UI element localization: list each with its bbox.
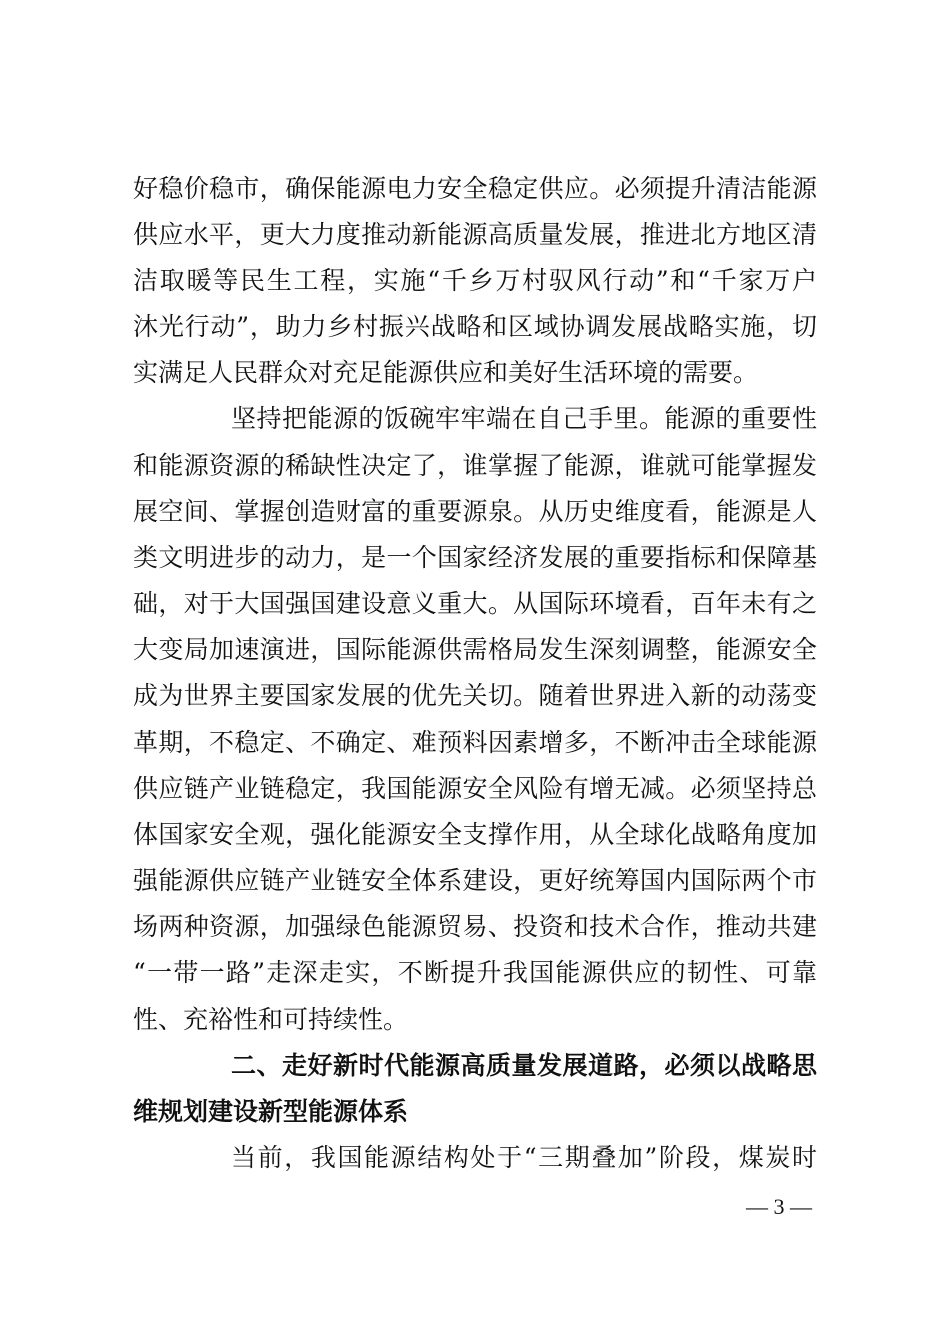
body-text-line: 场两种资源，加强绿色能源贸易、投资和技术合作，推动共建 bbox=[133, 912, 817, 941]
body-text-line: 革期，不稳定、不确定、难预料因素增多，不断冲击全球能源 bbox=[133, 728, 817, 757]
body-text-line: 好稳价稳市，确保能源电力安全稳定供应。必须提升清洁能源 bbox=[133, 174, 817, 203]
body-text-line: 强能源供应链产业链安全体系建设，更好统筹国内国际两个市 bbox=[133, 866, 817, 895]
body-text-line: 展空间、掌握创造财富的重要源泉。从历史维度看，能源是人 bbox=[133, 497, 817, 526]
body-text-line: 和能源资源的稀缺性决定了，谁掌握了能源，谁就可能掌握发 bbox=[133, 451, 817, 480]
body-text-line: 大变局加速演进，国际能源供需格局发生深刻调整，能源安全 bbox=[133, 635, 817, 664]
section-heading: 二、走好新时代能源高质量发展道路，必须以战略思 bbox=[231, 1051, 817, 1080]
body-text-line: 洁取暖等民生工程，实施“千乡万村驭风行动”和“千家万户 bbox=[133, 266, 817, 295]
paragraph-first-line: 当前，我国能源结构处于“三期叠加”阶段，煤炭时 bbox=[231, 1143, 817, 1172]
body-text-line: 供应链产业链稳定，我国能源安全风险有增无减。必须坚持总 bbox=[133, 774, 817, 803]
page-number: — 3 — bbox=[746, 1194, 812, 1219]
section-heading-continued: 维规划建设新型能源体系 bbox=[133, 1097, 409, 1126]
body-text-line: 础，对于大国强国建设意义重大。从国际环境看，百年未有之 bbox=[133, 589, 817, 618]
body-text-line: 沐光行动”，助力乡村振兴战略和区域协调发展战略实施，切 bbox=[133, 312, 817, 341]
body-text-line: 性、充裕性和可持续性。 bbox=[133, 1005, 409, 1034]
body-text-line: 体国家安全观，强化能源安全支撑作用，从全球化战略角度加 bbox=[133, 820, 817, 849]
body-text-line: 供应水平，更大力度推动新能源高质量发展，推进北方地区清 bbox=[133, 220, 817, 249]
body-text-line: “一带一路”走深走实，不断提升我国能源供应的韧性、可靠 bbox=[133, 958, 817, 987]
body-text-line: 成为世界主要国家发展的优先关切。随着世界进入新的动荡变 bbox=[133, 681, 817, 710]
body-text-line: 实满足人民群众对充足能源供应和美好生活环境的需要。 bbox=[133, 358, 759, 387]
body-text-line: 类文明进步的动力，是一个国家经济发展的重要指标和保障基 bbox=[133, 543, 817, 572]
paragraph-first-line: 坚持把能源的饭碗牢牢端在自己手里。能源的重要性 bbox=[231, 404, 817, 433]
